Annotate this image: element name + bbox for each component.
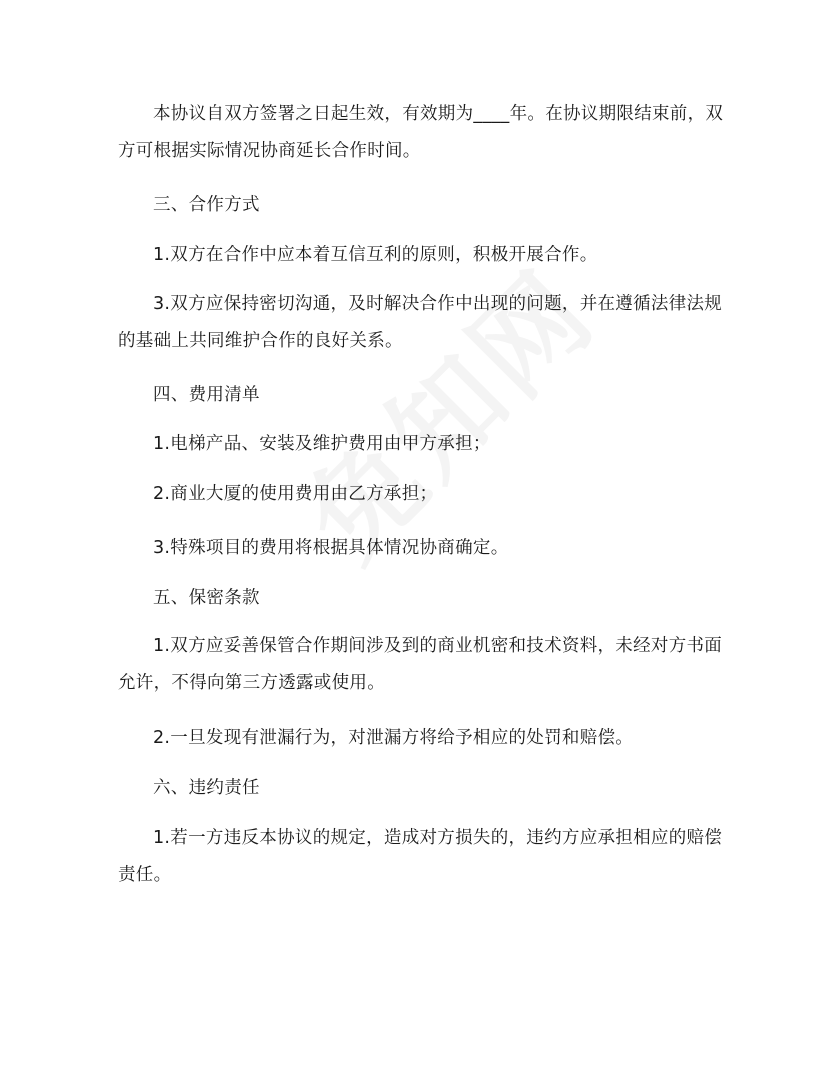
paragraph-cooperation-1: 1.双方在合作中应本着互信互利的原则，积极开展合作。 xyxy=(153,245,598,265)
paragraph-confidentiality-1: 1.双方应妥善保管合作期间涉及到的商业机密和技术资料，未经对方书面允许，不得向第三方透露或使用。 xyxy=(118,636,723,693)
paragraph-costs-2: 2.商业大厦的使用费用由乙方承担； xyxy=(153,484,438,504)
section-heading-confidentiality: 五、保密条款 xyxy=(153,588,260,608)
section-heading-costs: 四、费用清单 xyxy=(153,385,260,405)
paragraph-breach-1: 1.若一方违反本协议的规定，造成对方损失的，违约方应承担相应的赔偿责任。 xyxy=(118,828,723,885)
paragraph-confidentiality-2: 2.一旦发现有泄漏行为，对泄漏方将给予相应的处罚和赔偿。 xyxy=(153,728,634,748)
paragraph-costs-1: 1.电梯产品、安装及维护费用由甲方承担； xyxy=(153,434,491,454)
paragraph-validity: 本协议自双方签署之日起生效，有效期为____年。在协议期限结束前，双方可根据实际情况协商延长合作时间。 xyxy=(118,104,724,161)
section-heading-cooperation: 三、合作方式 xyxy=(153,195,260,215)
paragraph-cooperation-3: 3.双方应保持密切沟通，及时解决合作中出现的问题，并在遵循法律法规的基础上共同维护合作的良好关系。 xyxy=(118,294,723,351)
paragraph-costs-3: 3.特殊项目的费用将根据具体情况协商确定。 xyxy=(153,538,509,558)
section-heading-breach: 六、违约责任 xyxy=(153,778,260,798)
